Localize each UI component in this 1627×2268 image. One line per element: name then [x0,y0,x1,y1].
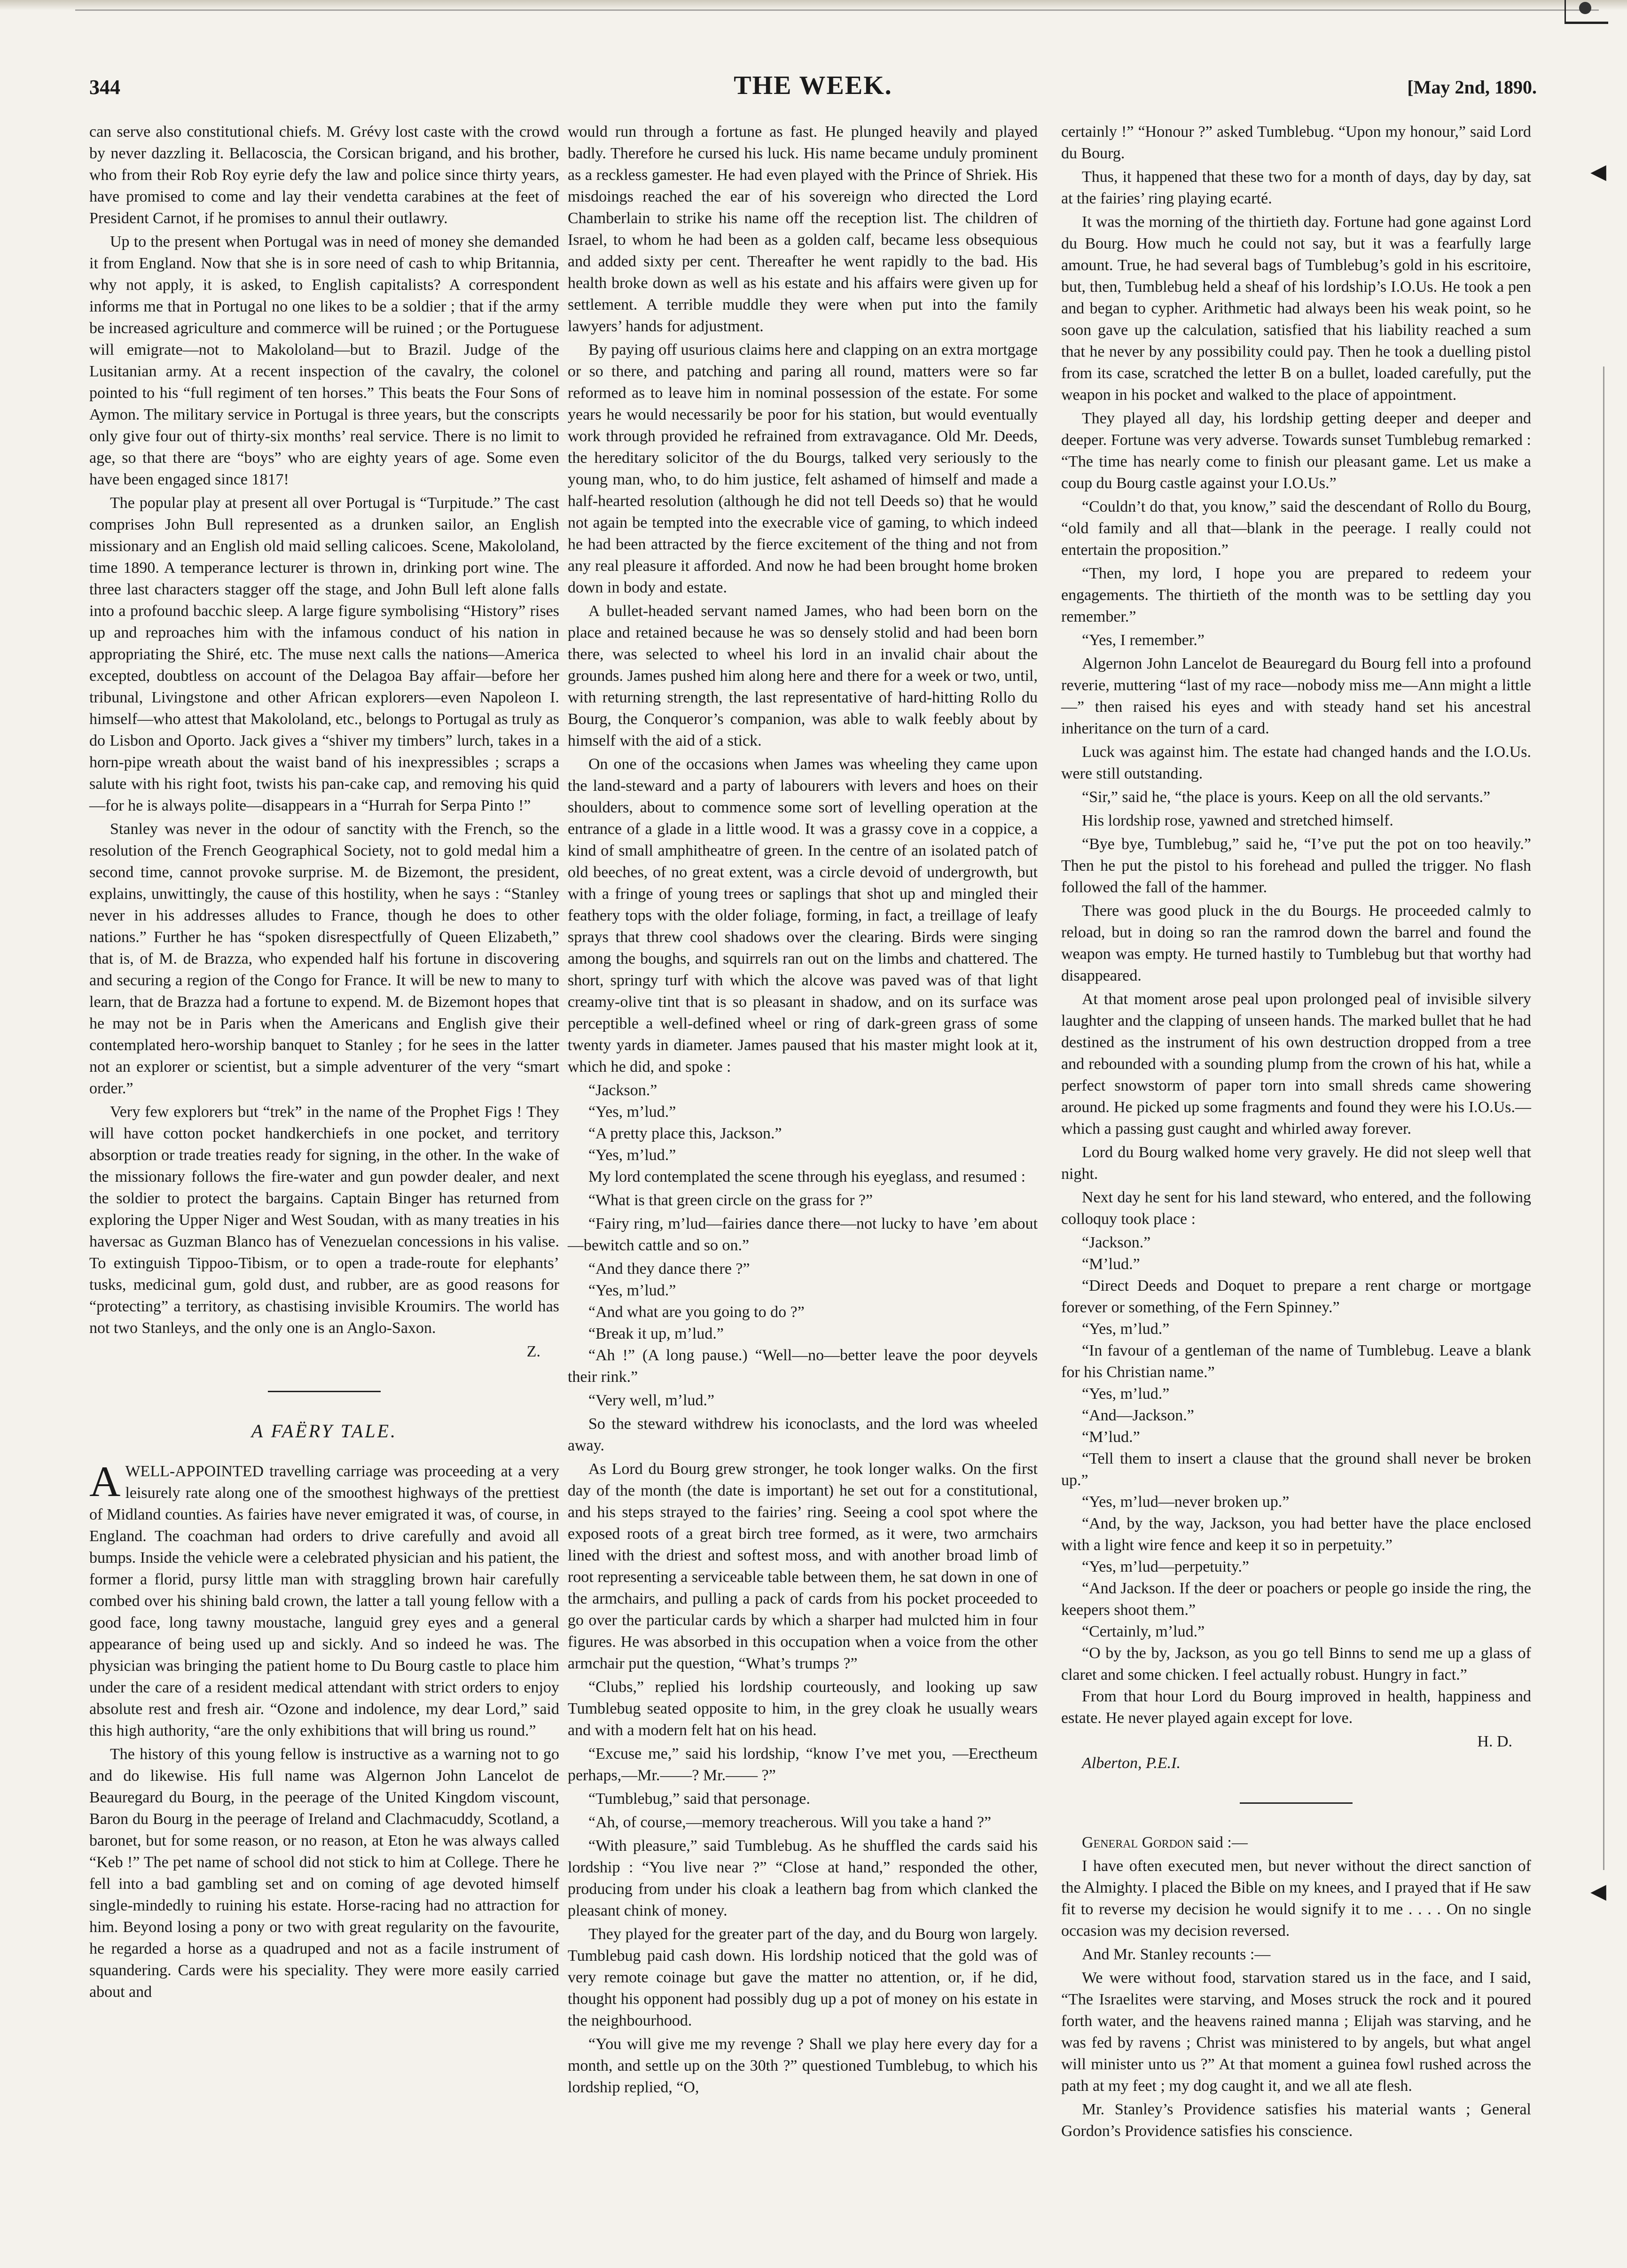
paragraph: certainly !” “Honour ?” asked Tumblebug. “Upon my honour,” said Lord du Bourg. [1061,123,1531,162]
dialog-line: “Jackson.” [588,1082,657,1099]
dialog-line: “And—Jackson.” [1082,1407,1194,1424]
dialog-line: “Direct Deeds and Doquet to prepare a rent charge or mortgage forever or something, of the Fern Spinney.” [1061,1277,1531,1316]
paragraph: “You will give me my revenge ? Shall we play here every day for a month, and settle up on the 30th ?” questioned Tumblebug, to which his lordship replied, “O, [568,2035,1038,2096]
drop-cap: A [89,1457,121,1505]
paragraph: A bullet-headed servant named James, who had been born on the place and retained because he was so densely stolid and had been born there, was selected to wheel his lord in an invalid chair about the grounds. James pushed him along here and there for a week or two, until, with returning strength, the last representative of hard-hitting Rollo du Bourg, the Conqueror’s companion, was able to walk feebly about by himself with the aid of a stick. [568,602,1038,749]
masthead [89,70,1537,113]
margin-line [1603,366,1604,1870]
paragraph: Mr. Stanley’s Providence satisfies his material wants ; General Gordon’s Providence satisfies his conscience. [1061,2101,1531,2140]
dialog-line: “Yes, m’lud.” [1082,1320,1170,1338]
dialog-line: “And, by the way, Jackson, you had better have the place enclosed with a light wire fence and keep it so in perpetuity.” [1061,1515,1531,1554]
dialog-line: “And Jackson. If the deer or poachers or people go inside the ring, the keepers shoot them.” [1061,1580,1531,1619]
dialog-line: “Yes, m’lud.” [588,1103,676,1121]
paragraph: Algernon John Lancelot de Beauregard du Bourg fell into a profound reverie, muttering “last of my race—nobody miss me—Ann might a little—” then raised his eyes and with steady hand set his ancestral inheritance on the turn of a card. [1061,655,1531,737]
dialog-line: “M’lud.” [1082,1255,1140,1273]
gordon-name: General Gordon [1082,1834,1194,1851]
journal-title: THE WEEK. [734,71,892,100]
paragraph: I have often executed men, but never without the direct sanction of the Almighty. I placed the Bible on my knees, and I prayed that if He saw fit to reverse my decision he would signify it to me . . . . On no single occasion was my decision reversed. [1061,1857,1531,1940]
tale-heading: A FAËRY TALE. [251,1420,398,1442]
scan-rule [75,9,1599,11]
margin-arrow-icon: ◀ [1590,160,1606,183]
gordon-intro [1061,1832,1531,1854]
dialog-line: “And what are you going to do ?” [588,1303,805,1321]
column-2 [568,121,1038,2100]
paragraph: “Sir,” said he, “the place is yours. Keep on all the old servants.” [1082,788,1491,806]
paragraph: would run through a fortune as fast. He plunged heavily and played badly. Therefore he cursed his luck. His name became unduly prominent as a reckless gamester. He had even played with the Prince of Shriek. His misdoings reached the ear of his sovereign who directed the Lord Chamberlain to strike his name off the reception list. The children of Israel, to whom he had been as a golden calf, became less obsequious and added sixty per cent. Thereafter he went rapidly to the bad. His health broke down as well as his estate and his affairs were given up for settlement. A terrible muddle they were when put into the family lawyers’ hands for adjustment. [568,123,1038,335]
paragraph: They played all day, his lordship getting deeper and deeper and deeper. Fortune was very adverse. Towards sunset Tumblebug remarked : “The time has nearly come to finish our pleasant game. Let us make a coup du Bourg castle against your I.O.Us.” [1061,410,1531,492]
dialog-line: “O by the by, Jackson, as you go tell Binns to send me up a glass of claret and some chicken. I feel actually robust. Hungry in fact.” [1061,1644,1531,1683]
dialog-line: “Break it up, m’lud.” [588,1325,724,1342]
gordon-said: said :— [1197,1834,1248,1851]
paragraph: My lord contemplated the scene through his eyeglass, and resumed : [588,1168,1026,1185]
dialog-line: “Tell them to insert a clause that the ground shall never be broken up.” [1061,1450,1531,1489]
section-rule [268,1391,381,1392]
paragraph: It was the morning of the thirtieth day. Fortune had gone against Lord du Bourg. How much he could not say, but it was a fearfully large amount. True, he had several bags of Tumblebug’s gold in his escritoire, but, then, Tumblebug held a sheaf of his lordship’s I.O.Us. He took a pen and began to cypher. Arithmetic had always been his weak point, so he soon gave up the calculation, satisfied that his liability reached a sum that he never by any possibility could pay. Then he took a duelling pistol from its case, scratched the letter B on a bullet, loaded carefully, put the weapon in his pocket and walked to the place of appointment. [1061,213,1531,404]
paragraph: As Lord du Bourg grew stronger, he took longer walks. On the first day of the month (the date is important) he set out for a constitutional, and his steps strayed to the fairies’ ring. Seeing a cool spot where the exposed roots of a great birch tree formed, as it were, two armchairs lined with the driest and softest moss, and with another broad limb of root representing a serviceable table between them, he sat down in one of the armchairs, and pulling a pack of cards from his pocket proceeded to go over the particular cards by which a sharper had mulcted him in four figures. He was absorbed in this occupation when a voice from the other armchair put the question, “What’s trumps ?” [568,1460,1038,1672]
paragraph: “Couldn’t do that, you know,” said the descendant of Rollo du Bourg, “old family and all that—blank in the peerage. I really could not entertain the proposition.” [1061,498,1531,559]
paragraph: They played for the greater part of the day, and du Bourg won largely. Tumblebug paid cash down. His lordship noticed that the gold was of very remote coinage but gave the matter no attention, or, if he did, thought his opponent had possibly dug up a pot of money on his estate in the neighbourhood. [568,1925,1038,2029]
paragraph: “Then, my lord, I hope you are prepared to redeem your engagements. The thirtieth of the month was to be settling day you remember.” [1061,565,1531,625]
dialog-line: “Jackson.” [1082,1234,1151,1251]
page-number: 344 [89,76,120,99]
paragraph: On one of the occasions when James was wheeling they came upon the land-steward and a party of labourers with levers and hoes on their shoulders, about to commence some sort of levelling operation at the entrance of a glade in a little wood. It was a grassy cove in a coppice, a kind of small amphitheatre of green. In the centre of an isolated patch of old beeches, of no great extent, was a circle devoid of undergrowth, but with a fringe of young trees or saplings that shot up and mingled their feathery tops with the older foliage, forming, in fact, a treillage of leafy sprays that threw cool shadows over the clearing. Birds were singing among the boughs, and squirrels ran out on the limbs and chattered. The short, springy turf with which the alcove was paved was of that light creamy-olive tint that is so pleasant in shadow, and on its surface was perceptible a well-defined wheel or ring of dark-green grass of some twenty yards in diameter. James paused that his master might look at it, which he did, and spoke : [568,756,1038,1076]
paragraph: “Yes, I remember.” [1082,631,1205,649]
tale-opening [89,1457,559,1742]
dialog-line: “Yes, m’lud.” [588,1146,676,1164]
signature: Z. [526,1343,540,1360]
tale-opening-text: WELL-APPOINTED travelling carriage was proceeding at a very leisurely rate along one of the smoothest highways of the prettiest of Midland counties. As fairies have never emigrated it was, of course, in England. The coachman had orders to drive carefully and avoid all bumps. Inside the vehicle were a celebrated physician and his patient, the former a florid, pursy little man with straggling brown hair carefully combed over his shining bald crown, the latter a tall young fellow with a good face, long tawny moustache, languid grey eyes and a general appearance of being used up and sickly. And so indeed he was. The physician was bringing the patient home to Du Bourg castle to place him under the care of a resident medical attendant with strict orders to enjoy absolute rest and fresh air. “Ozone and indolence, my dear Lord,” said this high authority, “are the only exhibitions that will bring us round.” [89,1463,559,1739]
paragraph: The history of this young fellow is instructive as a warning not to go and do likewise. His full name was Algernon John Lancelot de Beauregard du Bourg, in the peerage of the United Kingdom viscount, Baron du Bourg in the peerage of Ireland and Clachmacuddy, Scotland, a baronet, but for some reason, or no reason, at Eton he was always called “Keb !” The pet name of school did not stick to him at College. There he fell into a bad gambling set and on coming of age devoted himself single-mindedly to ruining his estate. Horse-racing had no attraction for him. Beyond losing a pony or two with great regularity on the favourite, he regarded a horse as a quadruped and not as a facile instrument of squandering. Cards were his speciality. They were more easily carried about and [89,1746,559,2001]
dialog-line: “Yes, m’lud.” [588,1282,676,1299]
paragraph: “What is that green circle on the grass for ?” [588,1192,873,1209]
paragraph: “Bye bye, Tumblebug,” said he, “I’ve put the pot on too heavily.” Then he put the pistol to his forehead and pulled the trigger. No flash followed the fall of the hammer. [1061,835,1531,896]
paragraph: Lord du Bourg walked home very gravely. He did not sleep well that night. [1061,1144,1531,1183]
column-3 [1061,121,1531,2144]
margin-arrow-icon: ◀ [1590,1880,1606,1903]
dialog-line: “Yes, m’lud.” [1082,1385,1170,1403]
paragraph: “Ah !” (A long pause.) “Well—no—better leave the poor deyvels their rink.” [568,1347,1038,1386]
paragraph: The popular play at present all over Portugal is “Turpitude.” The cast comprises John Bull represented as a drunken sailor, an English missionary and an English old maid selling calicoes. Scene, Makololand, time 1890. A temperance lecturer is thrown in, drinking port wine. The three last characters stagger off the stage, and John Bull left alone falls into a profound bacchic sleep. A large figure symbolising “History” rises up and reproaches him with the infamous conduct of his nation in appropriating the Shiré, etc. The muse next calls the nations—America excepted, doubtless on account of the Delagoa Bay affair—before her tribunal, Livingstone and other African explorers—even Napoleon I. himself—who attest that Makololand, etc., belongs to Portugal as truly as do Lisbon and Oporto. Jack gives a “shiver my timbers” lurch, takes in a horn-pipe wreath about the waist band of his inexpressibles ; scraps a salute with his right foot, twists his pan-cake cap, and removing his quid—for he is always polite—disappears in a “Hurrah for Serpa Pinto !” [89,494,559,814]
paragraph: “Fairy ring, m’lud—fairies dance there—not lucky to have ’em about—bewitch cattle and so on.” [568,1215,1038,1254]
paragraph: Thus, it happened that these two for a month of days, day by day, sat at the fairies’ ring playing ecarté. [1061,168,1531,207]
paragraph: Next day he sent for his land steward, who entered, and the following colloquy took place : [1061,1189,1531,1228]
paragraph: “Very well, m’lud.” [588,1392,715,1409]
section-rule [1240,1802,1353,1804]
dialog-line: “Yes, m’lud—never broken up.” [1082,1493,1290,1511]
place-line: Alberton, P.E.I. [1082,1754,1181,1772]
paragraph: By paying off usurious claims here and clapping on an extra mortgage or so there, and patching and paring all round, matters were so far reformed as to leave him in nominal possession of the estate. For some years he would necessarily be poor for his station, but would eventually work through provided he refrained from extravagance. Old Mr. Deeds, the hereditary solicitor of the du Bourgs, talked very seriously to the young man, who, to do him justice, felt ashamed of himself and made a half-hearted resolution (although he did not tell Deeds so) that he would not again be tempted into the execrable vice of gaming, to which indeed he had been attracted by the fierce excitement of the thing and not from any real pleasure it afforded. And now he had been brought home broken down in body and estate. [568,341,1038,596]
paragraph: At that moment arose peal upon prolonged peal of invisible silvery laughter and the clapping of unseen hands. The marked bullet that he had destined as the instrument of his own destruction dropped from a tree and rebounded with a sounding plump from the crown of his hat, while a perfect snowstorm of paper torn into small shreds came showering around. He picked up some fragments and found they were his I.O.Us.—which a passing gust caught and whirled away forever. [1061,990,1531,1138]
dialog-line: “A pretty place this, Jackson.” [588,1125,782,1142]
paragraph: Very few explorers but “trek” in the name of the Prophet Figs ! They will have cotton pocket handkerchiefs in one pocket, and territory absorption or trade treaties ready for signing, in the other. In the wake of the missionary follows the fire-water and gun powder dealer, and next the soldier to protect the bargains. Captain Binger has returned from exploring the Upper Niger and West Soudan, with as many treaties in his haversac as Guzman Blanco has of Venezuelan concessions in his valise. To extinguish Tippoo-Tibism, or to open a trade-route for elephants’ tusks, medicinal gum, gold dust, and rubber, are as good reasons for “protecting” a territory, as chastising invisible Kroumirs. The world has not two Stanleys, and the only one is an Anglo-Saxon. [89,1103,559,1337]
author-initials: H. D. [1477,1733,1512,1750]
dialog-line: “And they dance there ?” [588,1260,750,1278]
paragraph: His lordship rose, yawned and stretched himself. [1082,812,1393,829]
paragraph: And Mr. Stanley recounts :— [1082,1946,1271,1963]
paragraph: Up to the present when Portugal was in need of money she demanded it from England. Now that she is in sore need of cash to whip Britannia, why not apply, it is asked, to English capitalists? A correspondent informs me that in Portugal no one likes to be a soldier ; that if the army be increased agriculture and commerce will be ruined ; or the Portuguese will emigrate—not to Makololand—but to Brazil. Judge of the Lusitanian army. At a recent inspection of the cavalry, the colonel pointed to his “full regiment of ten horses.” This beats the Four Sons of Aymon. The military service in Portugal is three years, but the conscripts only give four out of thirty-six months’ real service. There is no limit to age, so that there are “boys” who are eighty years of age. Some even have been engaged since 1817! [89,233,559,488]
issue-date: [May 2nd, 1890. [1407,77,1537,98]
paragraph: Luck was against him. The estate had changed hands and the I.O.Us. were still outstanding. [1061,743,1531,782]
paragraph: “With pleasure,” said Tumblebug. As he shuffled the cards said his lordship : “You live near ?” “Close at hand,” responded the other, producing from under his cloak a leathern bag from which clanked the pleasant chink of money. [568,1837,1038,1919]
dialog-line: “In favour of a gentleman of the name of Tumblebug. Leave a blank for his Christian name.” [1061,1342,1531,1381]
corner-mark [1564,0,1608,24]
column-1 [89,121,559,2005]
scan-edge [0,0,1627,10]
dialog-line: “Yes, m’lud—perpetuity.” [1082,1558,1250,1575]
paragraph: From that hour Lord du Bourg improved in health, happiness and estate. He never played again except for love. [1061,1688,1531,1727]
paragraph: “Tumblebug,” said that personage. [588,1790,810,1808]
paragraph: can serve also constitutional chiefs. M. Grévy lost caste with the crowd by never dazzling it. Bellacoscia, the Corsican brigand, and his brother, who from their Rob Roy eyrie defy the law and police since thirty years, have promised to come and lay their vendetta carabines at the feet of President Carnot, if he promises to annul their outlawry. [89,123,559,227]
paragraph: “Ah, of course,—memory treacherous. Will you take a hand ?” [588,1814,992,1831]
dialog-line: “Certainly, m’lud.” [1082,1623,1205,1640]
paragraph: There was good pluck in the du Bourgs. He proceeded calmly to reload, but in doing so ran the ramrod down the barrel and found the weapon was empty. He turned hastily to Tumblebug but that worthy had disappeared. [1061,902,1531,984]
dialog-line: “M’lud.” [1082,1428,1140,1446]
paragraph: So the steward withdrew his iconoclasts, and the lord was wheeled away. [568,1415,1038,1454]
paragraph: We were without food, starvation stared us in the face, and I said, “The Israelites were starving, and Moses struck the rock and it poured forth water, and the heavens rained manna ; Elijah was starving, and he was fed by ravens ; Christ was ministered to by angels, but what angel will minister unto us ?” At that moment a guinea fowl rushed across the path at my feet ; my dog caught it, and we all ate flesh. [1061,1969,1531,2095]
paragraph: “Excuse me,” said his lordship, “know I’ve met you, —Erectheum perhaps,—Mr.——? Mr.—— ?” [568,1745,1038,1784]
paragraph: “Clubs,” replied his lordship courteously, and looking up saw Tumblebug seated opposite to him, in the grey cloak he usually wears and with a modern felt hat on his head. [568,1678,1038,1739]
paragraph: Stanley was never in the odour of sanctity with the French, so the resolution of the French Geographical Society, not to gold medal him a second time, cannot provoke surprise. M. de Bizemont, the president, explains, unwittingly, the cause of this hostility, when he says : “Stanley never in his addresses alludes to France, though he does to other nations.” Further he has “spoken disrespectfully of Queen Elizabeth,” that is, of M. de Brazza, who expended half his fortune in discovering and securing a region of the Congo for France. It will be new to many to learn, that de Brazza had a fortune to expend. M. de Bizemont hopes that he may not be in Paris when the Americans and English give their contemplated hero-worship banquet to Stanley ; for he sees in the latter not an explorer or scientist, but a simple adventurer of the very “smart order.” [89,820,559,1097]
